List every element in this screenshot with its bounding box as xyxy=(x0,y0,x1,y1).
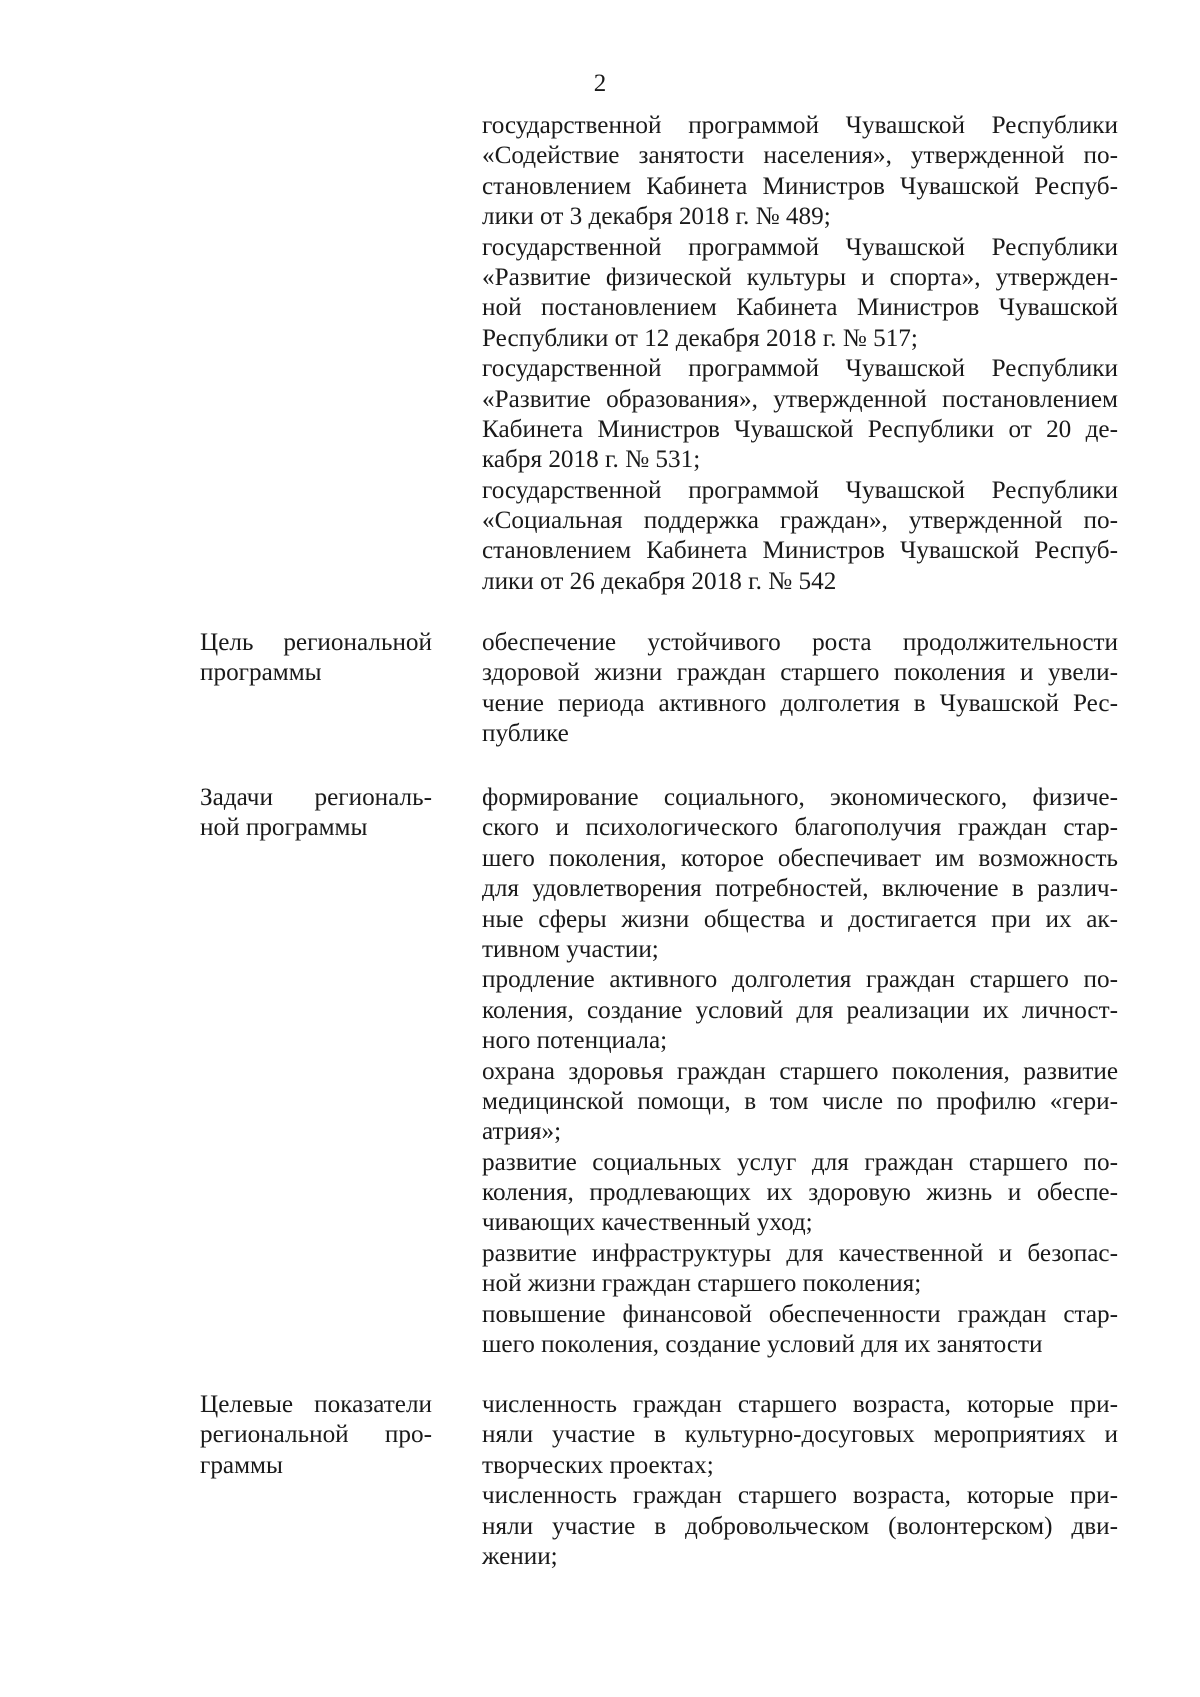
text-line: шего поколения, которое обеспечивает им возможность xyxy=(482,844,1118,872)
passport-intro-text xyxy=(482,111,1118,597)
text-line: здоровой жизни граждан старшего поколения и увели- xyxy=(482,659,1118,687)
text-line: государственной программой Чувашской Республики xyxy=(482,233,1118,261)
section-label-tasks xyxy=(200,783,432,844)
label-line: региональной про- xyxy=(200,1421,432,1449)
text-line: лики от 3 декабря 2018 г. № 489; xyxy=(482,203,831,231)
label-line: граммы xyxy=(200,1451,283,1479)
text-line: для удовлетворения потребностей, включение в различ- xyxy=(482,875,1118,903)
text-line: численность граждан старшего возраста, которые при- xyxy=(482,1391,1118,1418)
text-line: государственной программой Чувашской Республики xyxy=(482,476,1118,504)
text-line: формирование социального, экономического, физиче- xyxy=(482,784,1118,811)
text-line: ной постановлением Кабинета Министров Чувашской xyxy=(482,294,1118,322)
label-line: Задачи региональ- xyxy=(200,784,432,811)
text-line: «Развитие физической культуры и спорта», утвержден- xyxy=(482,263,1118,291)
label-line: Цель региональной xyxy=(200,629,432,656)
text-line: ной жизни граждан старшего поколения; xyxy=(482,1270,922,1298)
text-line: численность граждан старшего возраста, которые при- xyxy=(482,1482,1118,1510)
label-line: Целевые показатели xyxy=(200,1391,432,1418)
text-line: шего поколения, создание условий для их занятости xyxy=(482,1331,1043,1359)
text-line: чивающих качественный уход; xyxy=(482,1209,813,1237)
section-content-goal xyxy=(482,628,1118,750)
text-line: жении; xyxy=(482,1542,558,1570)
text-line: государственной программой Чувашской Республики xyxy=(482,355,1118,383)
section-content-tasks xyxy=(482,783,1118,1360)
page-number: 2 xyxy=(593,70,607,97)
section-label-indicators xyxy=(200,1390,432,1481)
text-line: ского и психологического благополучия граждан стар- xyxy=(482,814,1118,842)
text-line: кабря 2018 г. № 531; xyxy=(482,446,701,474)
text-line: «Содействие занятости населения», утвержденной по- xyxy=(482,142,1118,170)
text-line: государственной программой Чувашской Республики xyxy=(482,112,1118,139)
section-label-goal xyxy=(200,628,432,689)
section-content-indicators xyxy=(482,1390,1118,1572)
label-line: программы xyxy=(200,659,322,687)
text-line: ного потенциала; xyxy=(482,1027,668,1055)
text-line: развитие социальных услуг для граждан старшего по- xyxy=(482,1148,1118,1176)
text-line: обеспечение устойчивого роста продолжительности xyxy=(482,629,1118,656)
text-line: «Развитие образования», утвержденной постановлением xyxy=(482,385,1118,413)
text-line: творческих проектах; xyxy=(482,1451,714,1479)
text-line: Республики от 12 декабря 2018 г. № 517; xyxy=(482,324,918,352)
text-line: няли участие в культурно-досуговых мероприятиях и xyxy=(482,1421,1118,1449)
text-line: «Социальная поддержка граждан», утвержденной по- xyxy=(482,507,1118,535)
text-line: атрия»; xyxy=(482,1118,562,1146)
text-line: Кабинета Министров Чувашской Республики от 20 де- xyxy=(482,415,1118,443)
text-line: медицинской помощи, в том числе по профилю «гери- xyxy=(482,1087,1118,1115)
label-line: ной программы xyxy=(200,814,368,842)
text-line: лики от 26 декабря 2018 г. № 542 xyxy=(482,567,837,595)
text-line: коления, продлевающих их здоровую жизнь и обеспе- xyxy=(482,1179,1118,1207)
text-line: тивном участии; xyxy=(482,935,659,963)
text-line: развитие инфраструктуры для качественной и безопас- xyxy=(482,1239,1118,1267)
text-line: ные сферы жизни общества и достигается при их ак- xyxy=(482,905,1118,933)
text-line: охрана здоровья граждан старшего поколения, развитие xyxy=(482,1057,1118,1085)
text-line: продление активного долголетия граждан старшего по- xyxy=(482,966,1118,994)
text-line: публике xyxy=(482,720,569,748)
text-line: повышение финансовой обеспеченности граждан стар- xyxy=(482,1300,1118,1328)
text-line: чение периода активного долголетия в Чувашской Рес- xyxy=(482,689,1118,717)
text-line: коления, создание условий для реализации их личност- xyxy=(482,996,1118,1024)
text-line: становлением Кабинета Министров Чувашской Респуб- xyxy=(482,172,1118,200)
text-line: становлением Кабинета Министров Чувашской Респуб- xyxy=(482,537,1118,565)
text-line: няли участие в добровольческом (волонтерском) дви- xyxy=(482,1512,1118,1540)
